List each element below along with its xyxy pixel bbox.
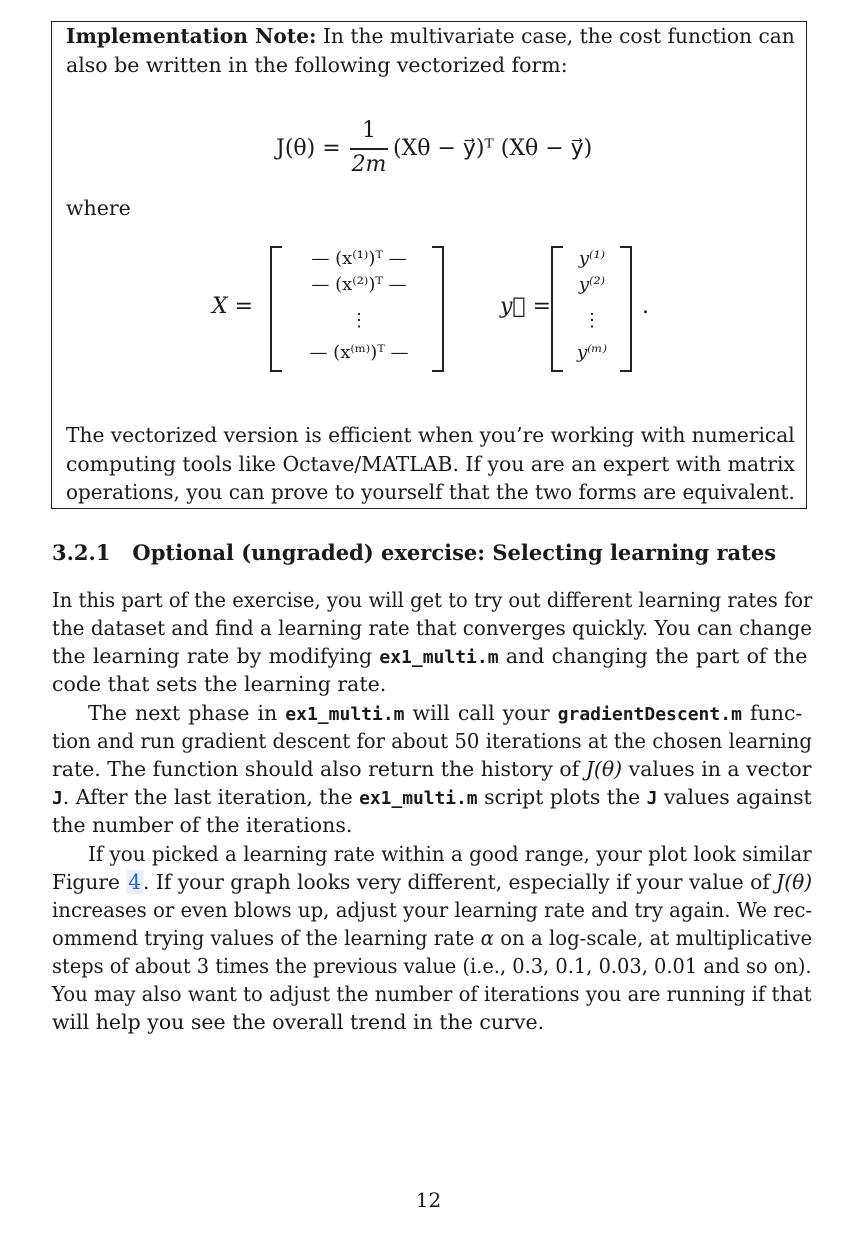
para2-line1-c: func- xyxy=(741,701,803,725)
para1-line3-b: and changing the part of the xyxy=(498,644,808,668)
code-ex1-multi: ex1_multi.m xyxy=(379,647,499,668)
para3-line4-b: on a log-scale, at multiplicative xyxy=(493,926,813,950)
figure-4-link[interactable]: 4 xyxy=(128,870,142,894)
para2-line1 xyxy=(88,699,802,729)
code-ex1-multi-3: ex1_multi.m xyxy=(359,788,478,809)
matrix-x-row-3: ⋮ xyxy=(350,310,368,331)
fraction-bar xyxy=(350,148,388,150)
math-j-theta: J(θ) xyxy=(585,757,623,781)
equation-frac-num: 1 xyxy=(362,118,376,143)
note-closing-1: The vectorized version is efficient when you’re working with numerical xyxy=(66,423,795,447)
equation-frac-den: 2m xyxy=(351,152,387,177)
matrix-x-label: X = xyxy=(212,294,254,319)
para2-line4-a: . After the last iteration, the xyxy=(62,785,360,809)
code-j-2: J xyxy=(646,788,658,809)
matrix-x-row-4: — (x⁽ᵐ⁾)ᵀ — xyxy=(309,342,409,363)
vector-y-right-bracket xyxy=(620,246,632,372)
para3-line2-a: Figure xyxy=(52,870,127,894)
vector-y-row-4: y⁽ᵐ⁾ xyxy=(576,342,608,363)
note-intro-2: also be written in the following vectorized form: xyxy=(66,53,568,77)
math-alpha: α xyxy=(480,926,494,950)
para1-line3-a: the learning rate by modifying xyxy=(52,644,380,668)
code-ex1-multi-2: ex1_multi.m xyxy=(285,704,405,725)
note-intro-1: In the multivariate case, the cost function can xyxy=(322,24,795,48)
para2-line3-a: rate. The function should also return the history of xyxy=(52,757,586,781)
where-label: where xyxy=(66,196,131,220)
code-j: J xyxy=(52,788,63,809)
vector-y-row-1: y⁽¹⁾ xyxy=(578,248,606,269)
para3-line3: increases or even blows up, adjust your learning rate and try again. We rec- xyxy=(52,898,813,922)
para2-line1-b: will call your xyxy=(404,701,558,725)
para3-line6: You may also want to adjust the number of iterations you are running if that xyxy=(52,982,812,1006)
para2-line4 xyxy=(52,783,812,813)
para3-line4 xyxy=(52,924,812,953)
note-closing-2: computing tools like Octave/MATLAB. If you are an expert with matrix xyxy=(66,452,796,476)
math-j-theta-2: J(θ) xyxy=(776,870,813,894)
vector-y-period: . xyxy=(642,294,649,319)
para2-line4-b: script plots the xyxy=(477,785,647,809)
note-line-1 xyxy=(66,22,795,51)
para3-line1: If you picked a learning rate within a good range, your plot look similar xyxy=(88,842,812,866)
vector-y-label: y⃗ = xyxy=(500,294,552,319)
para2-line1-a: The next phase in xyxy=(88,701,286,725)
para1-line4: code that sets the learning rate. xyxy=(52,672,387,696)
para1-line2: the dataset and find a learning rate that converges quickly. You can change xyxy=(52,616,812,640)
section-title: Optional (ungraded) exercise: Selecting learning rates xyxy=(132,540,777,565)
para1-line1: In this part of the exercise, you will get to try out different learning rates for xyxy=(52,588,813,612)
para2-line2: tion and run gradient descent for about 50 iterations at the chosen learning xyxy=(52,729,812,753)
para3-line5: steps of about 3 times the previous value (i.e., 0.3, 0.1, 0.03, 0.01 and so on). xyxy=(52,954,812,978)
section-heading xyxy=(52,540,776,565)
para3-line2 xyxy=(52,868,812,897)
para3-line2-b: . If your graph looks very different, especially if your value of xyxy=(143,870,777,894)
matrix-x-right-bracket xyxy=(432,246,444,372)
para2-line4-c: values against xyxy=(657,785,812,809)
code-gradient-descent: gradientDescent.m xyxy=(557,704,742,725)
note-title: Implementation Note: xyxy=(66,24,317,48)
vector-y-row-2: y⁽²⁾ xyxy=(578,274,606,295)
page-number: 12 xyxy=(415,1188,442,1212)
para3-line4-a: ommend trying values of the learning rate xyxy=(52,926,481,950)
para1-line3 xyxy=(52,642,807,672)
para2-line5: the number of the iterations. xyxy=(52,813,353,837)
matrix-x-left-bracket xyxy=(270,246,282,372)
note-closing-3: operations, you can prove to yourself that the two forms are equivalent. xyxy=(66,480,795,504)
vector-y-row-3: ⋮ xyxy=(583,310,601,331)
equation-lhs: J(θ) = xyxy=(276,136,341,161)
equation-rhs: (Xθ − y⃗)ᵀ (Xθ − y⃗) xyxy=(393,136,593,161)
para2-line3 xyxy=(52,755,812,784)
matrix-x-row-1: — (x⁽¹⁾)ᵀ — xyxy=(311,248,407,269)
matrix-x-row-2: — (x⁽²⁾)ᵀ — xyxy=(311,274,407,295)
para2-line3-b: values in a vector xyxy=(622,757,812,781)
section-number: 3.2.1 xyxy=(52,540,111,565)
para3-line7: will help you see the overall trend in the curve. xyxy=(52,1010,545,1034)
